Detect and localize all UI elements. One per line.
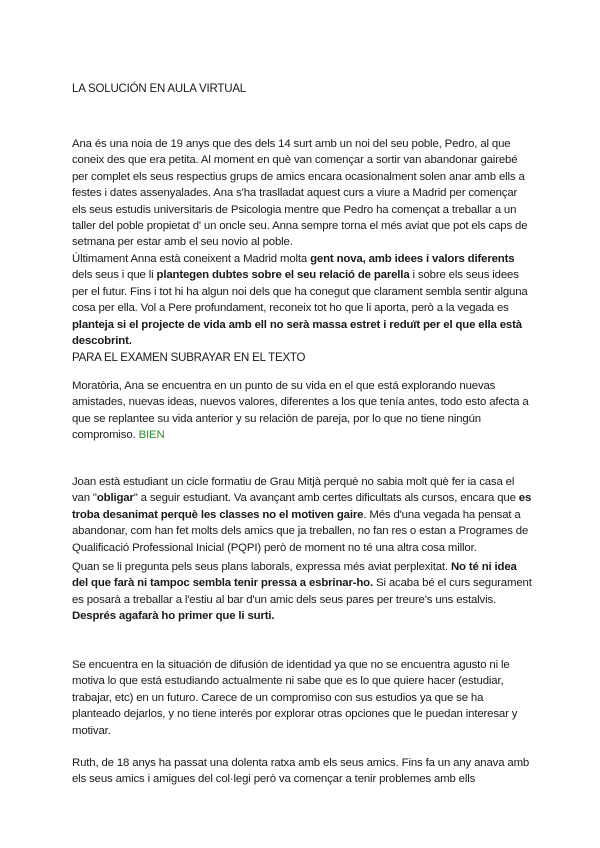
paragraph-joan-intro — [72, 474, 532, 556]
text-span: . Més d'una vegada ha pensat a abandonar, com han fet molts dels amics que ja treballen, no fan res o estan a Programes de Qualificació Professional Inicial (PQPI) però de moment no té una altra cosa millor. — [72, 508, 529, 554]
text-span: Quan se li pregunta pels seus plans laborals, expressa més aviat perplexitat. — [72, 561, 451, 573]
document-title: LA SOLUCIÓN EN AULA VIRTUAL — [72, 83, 246, 95]
text-span: " a seguir estudiant. Va avançant amb certes dificultats als cursos, encara que — [133, 492, 519, 505]
bold-span: es troba desanimat perquè les classes no el motiven gaire — [72, 492, 532, 521]
text-span: Últimament Anna està coneixent a Madrid molta — [72, 253, 311, 265]
paragraph-ana-madrid — [72, 251, 532, 349]
text-span: Joan està estudiant un cicle formatiu de Grau Mitjà perquè no sabia molt què fer ia casa el van " — [72, 476, 515, 505]
text-span: i sobre els seus idees per el futur. Fins i tot hi ha algun noi dels que ha conegut que clarament sembla sentir alguna cosa per ella. Vol a Pere profundament, reconeix tot ho que li aporta, però a la vegada es — [72, 269, 528, 315]
bold-span: No té ni idea del que farà ni tampoc sembla tenir pressa a esbrinar-ho. — [72, 561, 517, 590]
bold-span: Després agafarà ho primer que li surti. — [72, 610, 275, 623]
bold-span: obligar — [96, 492, 134, 505]
paragraph-ana-analysis — [72, 378, 532, 444]
paragraph-joan-analysis: Se encuentra en la situación de difusión de identidad ya que no se encuentra agusto ni le motiva lo que está estudiando actualmente ni sabe que es lo que quiere hacer (estudiar, trabajar, etc) en un futuro. Carece de un compromiso con sus estudios ya que se ha planteado dejarlos, y no tiene interés por explorar otras opciones que le puedan interesar y motivar. — [72, 659, 518, 737]
exam-heading: PARA EL EXAMEN SUBRAYAR EN EL TEXTO — [72, 352, 306, 364]
text-span: Moratòria, Ana se encuentra en un punto de su vida en el que está explorando nuevas amistades, nuevas ideas, nuevos valores, diferentes a los que tenía antes, todo esto afecta a que se replantee su vida anterior y su relación de pareja, por lo que no tiene ningún compromiso. — [72, 380, 529, 442]
paragraph-joan-plans — [72, 559, 532, 625]
paragraph-ruth-intro: Ruth, de 18 anys ha passat una dolenta ratxa amb els seus amics. Fins fa un any anava amb els seus amics i amigues del col·legi però va començar a tenir problemes amb ells — [72, 757, 530, 786]
text-span: Si acaba bé el curs segurament es posarà a treballar a l'estiu al bar d'un amic dels seus pares per treure's uns estalvis. — [72, 577, 532, 606]
bold-span: plantegen dubtes sobre el seu relació de parella — [156, 269, 410, 282]
text-span: dels seus i que li — [72, 269, 157, 282]
bold-span: gent nova, amb idees i valors diferents — [310, 253, 515, 265]
bold-span: planteja si el projecte de vida amb ell no serà massa estret i reduït per el que ella està descobrint. — [72, 318, 522, 348]
paragraph-ana-intro: Ana és una noia de 19 anys que des dels 14 surt amb un noi del seu poble, Pedro, al que coneix des que era petita. Al moment en què van començar a sortir van abandonar gairebé per complet els seus respectius grups de amics encara ocasionalment solen anar amb ells a festes i dates assenyalades. Ana s'ha traslladat aquest curs a viure a Madrid per començar els seus estudis universitaris de Psicologia mentre que Pedro ha començat a treballar a un taller del poble propietat d' un oncle seu. Anna sempre torna el més aviat que pot els caps de setmana per estar amb el seu novio al poble. — [72, 138, 528, 249]
grade-label: BIEN — [138, 429, 165, 442]
